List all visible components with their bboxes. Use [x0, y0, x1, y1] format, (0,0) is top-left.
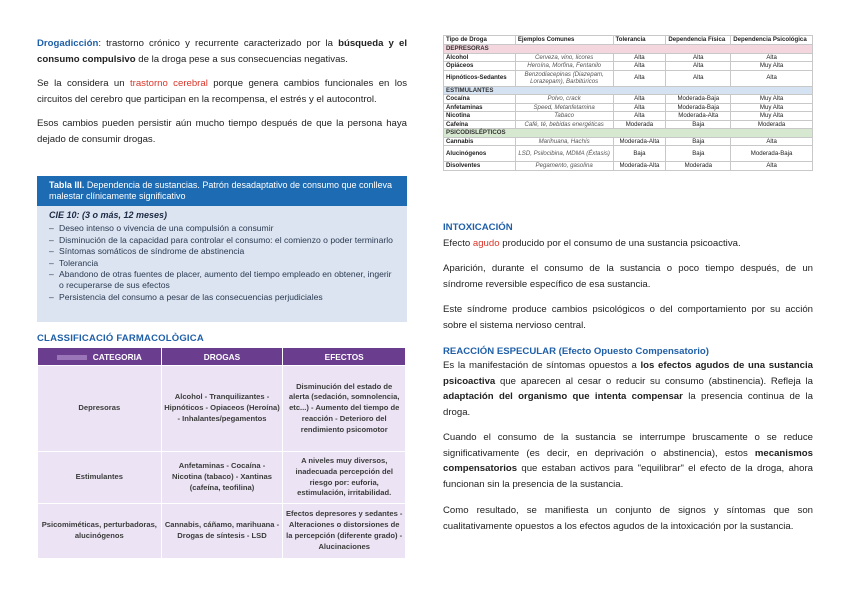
cie-10-heading: CIE 10: (3 o más, 12 meses)	[49, 210, 168, 220]
tabla-iii-header: Tabla III. Dependencia de sustancias. Patrón desadaptativo de consumo que conlleva malestar clínicamente significativo	[37, 176, 407, 206]
table-row: Alucinógenos LSD, Psilocibina, MDMA (Éxtasis) Baja Baja Moderada-Baja	[444, 146, 813, 162]
cell-drogas: Anfetaminas - Cocaína - Nicotina (tabaco) - Xantinas (cafeína, teofilina)	[161, 452, 283, 504]
cell-drogas: Alcohol - Tranquilizantes - Hipnóticos - Opiaceos (Heroína) - Inhalantes/pegamentos	[161, 366, 283, 452]
cell-categoria: Depresoras	[38, 366, 162, 452]
intoxicacion-title: INTOXICACIÓN	[443, 222, 513, 233]
col-header-efectos: EFECTOS	[283, 348, 406, 366]
table-row	[38, 452, 406, 504]
table-row: Alcohol Cerveza, vino, licores Alta Alta Alta	[444, 53, 813, 62]
col-header-categoria: CATEGORIA	[38, 348, 162, 366]
col-header: Tolerancia	[613, 36, 666, 45]
col-header-drogas: DROGAS	[161, 348, 283, 366]
intro-paragraph-3: Esos cambios pueden persistir aún mucho tiempo después de que la persona haya dejado de consumir drogas.	[37, 118, 407, 145]
col-header: Ejemplos Comunes	[515, 36, 613, 45]
table-row: Hipnóticos-Sedantes Benzodiacepinas (Diazepam, Lorazepam), Barbitúricos Alta Alta Alta	[444, 70, 813, 86]
list-item: – Síntomas somáticos de síndrome de abstinencia	[49, 246, 397, 257]
list-item: – Tolerancia	[49, 258, 397, 269]
table-row: Opiáceos Heroína, Morfina, Fentanilo Alta Alta Muy Alta	[444, 62, 813, 71]
intoxicacion-paragraph-3: Este síndrome produce cambios psicológicos o del comportamiento por su acción sobre el sistema nervioso central.	[443, 304, 813, 331]
col-header: Dependencia Física	[666, 36, 731, 45]
section-row-psicodislepticos: PSICODISLÉPTICOS	[444, 129, 813, 138]
highlight-agudo: agudo	[472, 238, 500, 249]
cell-categoria: Psicomiméticas, perturbadoras, alucinógenos	[38, 504, 162, 559]
col-header: Tipo de Droga	[444, 36, 516, 45]
section-row-depresoras: DEPRESORAS	[444, 45, 813, 54]
list-item: – Deseo intenso o vivencia de una compulsión a consumir	[49, 223, 397, 234]
cell-efectos: Efectos depresores y sedantes - Alteraciones o distorsiones de la percepción (diferente grado) - Alucinaciones	[283, 504, 406, 559]
table-row: Nicotina Tabaco Alta Moderada-Alta Muy Alta	[444, 112, 813, 121]
list-item: – Disminución de la capacidad para controlar el consumo: el comienzo o poder terminarlo	[49, 235, 397, 246]
table-row: Cannabis Marihuana, Hachís Moderada-Alta Baja Alta	[444, 137, 813, 146]
reaccion-paragraph-2: Cuando el consumo de la sustancia se interrumpe bruscamente o se reduce significativamente (es decir, en deprivación o abstinencia), estos mecanismos compensatorios que estaban activos para "equilibrar" el efecto de la droga, ahora funcionan sin la presencia de la sustancia.	[443, 432, 813, 490]
clasificacion-title: CLASSIFICACIÓ FARMACOLÒGICA	[37, 333, 204, 344]
cie-criteria-list	[49, 223, 397, 303]
clasificacion-table	[37, 347, 406, 559]
highlight-trastorno-cerebral: trastorno cerebral	[129, 78, 208, 89]
col-header: Dependencia Psicológica	[731, 36, 813, 45]
cell-efectos: Disminución del estado de alerta (sedación, somnolencia, etc...) - Aumento del tiempo de reacción - Deterioro del rendimiento psicomotor	[283, 366, 406, 452]
table-row: Disolventes Pegamento, gasolina Moderada-Alta Moderada Alta	[444, 162, 813, 171]
intoxicacion-paragraph-2: Aparición, durante el consumo de la sustancia o poco tiempo después, de un síndrome reversible específico de esa sustancia.	[443, 263, 813, 290]
table-row: Cafeína Café, té, bebidas energéticas Moderada Baja Moderada	[444, 120, 813, 129]
list-item: – Persistencia del consumo a pesar de las consecuencias perjudiciales	[49, 292, 397, 303]
table-row	[38, 366, 406, 452]
intoxicacion-paragraph-1: Efecto agudo producido por el consumo de una sustancia psicoactiva.	[443, 238, 741, 249]
section-row-estimulantes: ESTIMULANTES	[444, 86, 813, 95]
table-row: Anfetaminas Speed, Metanfetamina Alta Moderada-Baja Muy Alta	[444, 103, 813, 112]
table-row	[38, 504, 406, 559]
drug-dependence-table	[443, 35, 813, 171]
intro-definition: Drogadicción: trastorno crónico y recurrente caracterizado por la búsqueda y el consumo compulsivo de la droga pese a sus consecuencias negativas.	[37, 38, 407, 65]
table-header-row	[444, 36, 813, 45]
cell-efectos: A niveles muy diversos, inadecuada percepción del riesgo por: euforia, estimulación, irritabilidad.	[283, 452, 406, 504]
intro-section	[37, 36, 407, 156]
cell-drogas: Cannabis, cáñamo, marihuana - Drogas de síntesis - LSD	[161, 504, 283, 559]
intro-paragraph-2: Se la considera un trastorno cerebral porque genera cambios funcionales en los circuitos del cerebro que participan en la recompensa, el estrés y el autocontrol.	[37, 78, 407, 105]
reaccion-paragraph-3: Como resultado, se manifiesta un conjunto de signos y síntomas que son cualitativamente opuestos a los efectos agudos de la intoxicación por la sustancia.	[443, 505, 813, 532]
reaccion-paragraph-1: Es la manifestación de síntomas opuestos a los efectos agudos de una sustancia psicoactiva que aparecen al cesar o reducir su consumo (abstinencia). Refleja la adaptación del organismo que intenta compensar la presencia continua de la droga.	[443, 360, 813, 418]
term-drogadiccion: Drogadicción	[37, 38, 99, 49]
tabla-iii-box	[37, 176, 407, 322]
list-item: – Abandono de otras fuentes de placer, aumento del tiempo empleado en obtener, ingerir o recuperarse de sus efectos	[49, 269, 397, 292]
cell-categoria: Estimulantes	[38, 452, 162, 504]
table-row: Cocaína Polvo, crack Alta Moderada-Baja Muy Alta	[444, 95, 813, 104]
tag-decoration	[57, 355, 87, 360]
reaccion-title: REACCIÓN ESPECULAR (Efecto Opuesto Compensatorio)	[443, 346, 709, 357]
table-header-row	[38, 348, 406, 366]
tabla-iii-body	[37, 206, 407, 303]
